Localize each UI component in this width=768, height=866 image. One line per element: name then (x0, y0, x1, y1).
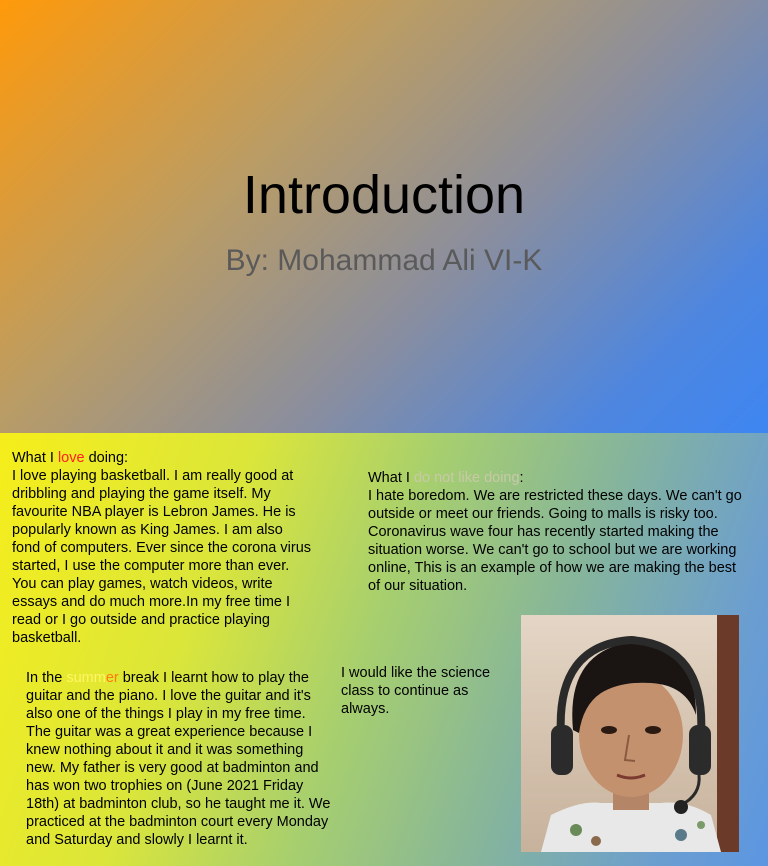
slide-subtitle: By: Mohammad Ali VI-K (225, 244, 543, 277)
content-slide (0, 433, 768, 866)
portrait-illustration (521, 615, 739, 852)
dislike-section (368, 469, 743, 595)
dislike-words: do not like doing (413, 470, 520, 486)
love-heading: What I love doing: (12, 450, 129, 466)
dislike-text: I hate boredom. We are restricted these days. We can't go outside or meet our friends. Going to malls is risky too. Coronavirus wave four has recently started making the situation worse. We can't go to school but we are working online, This is an example of how we are making the best of our situation. (368, 488, 742, 594)
love-section (12, 449, 312, 647)
slide-title: Introduction (242, 165, 526, 225)
love-word: love (57, 450, 85, 466)
wish-text: I would like the science class to continue as always. (341, 665, 491, 717)
love-text: I love playing basketball. I am really good at dribbling and playing the game itself. My favourite NBA player is Lebron James. He is popularly known as King James. I am also fond of computers. Ever since the corona virus started, I use the computer more than ever. You can play games, watch videos, write essays and do much more.In my free time I read or I go outside and practice playing basketball. (12, 468, 312, 646)
dislike-heading: What I do not like doing: (368, 470, 524, 486)
summer-paragraph: In the summer break I learnt how to play the guitar and the piano. I love the guitar and it's also one of the things I play in my free time. The guitar was a great experience because I knew nothing about it and it was something new. My father is very good at badminton and has won two trophies on (June 2021 Friday 18th) at badminton club, so he taught me it. We practiced at the badminton court every Monday and Saturday and slowly I learnt it. (26, 670, 331, 848)
student-photo (521, 615, 739, 852)
